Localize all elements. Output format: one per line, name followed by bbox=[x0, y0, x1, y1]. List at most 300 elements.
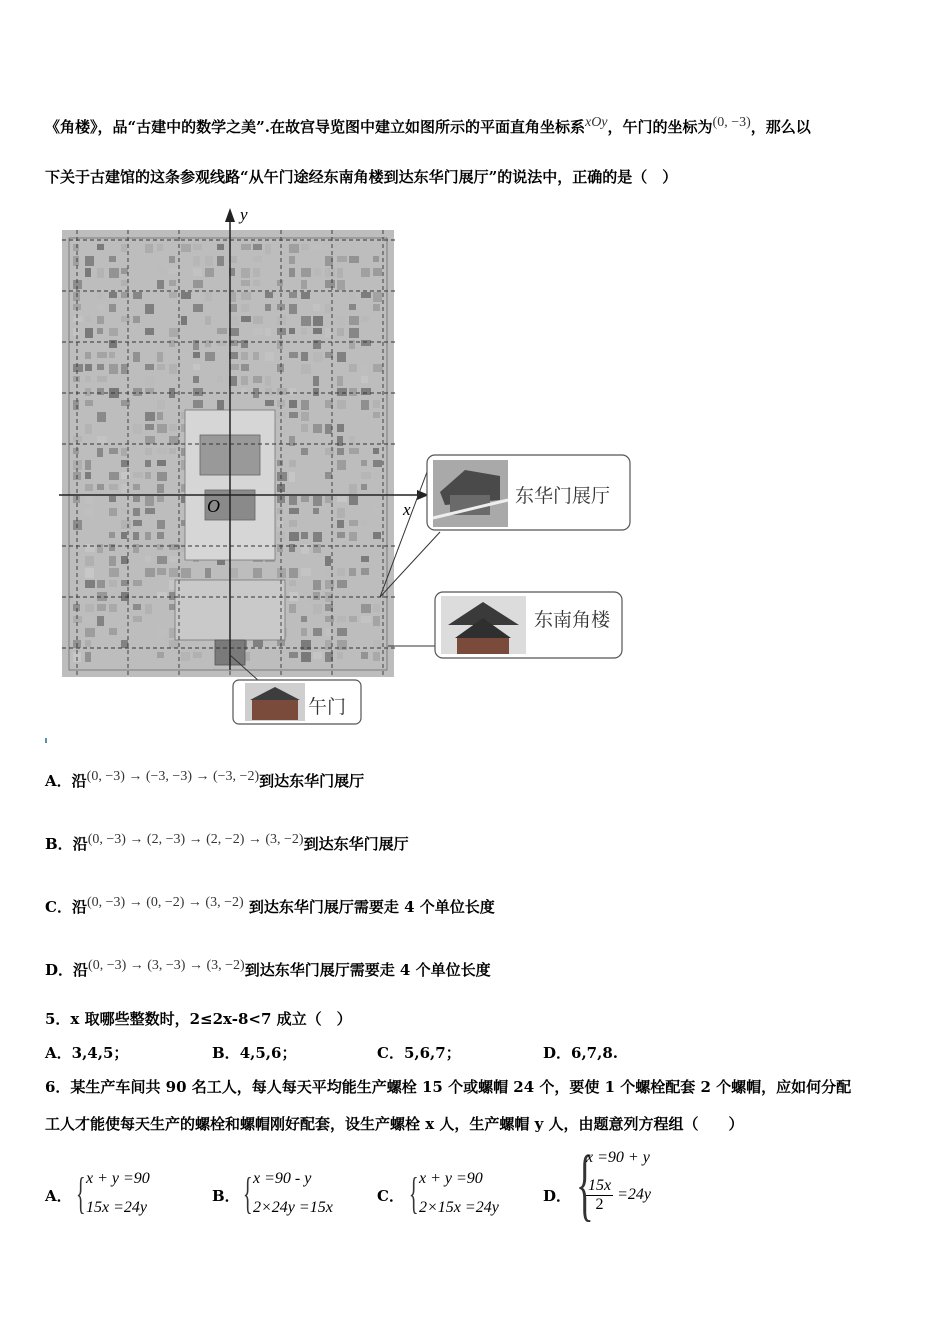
map-building bbox=[373, 448, 379, 454]
map-building bbox=[253, 568, 262, 578]
map-building bbox=[313, 268, 321, 276]
callout-donghuamen bbox=[427, 455, 630, 530]
intro-text: 《角楼》，品“古建中的数学之美”.在故宫导览图中建立如图所示的平面直角坐标系 bbox=[45, 118, 585, 136]
map-building bbox=[109, 556, 116, 566]
map-building bbox=[301, 268, 311, 277]
map-building bbox=[337, 520, 344, 528]
map-building bbox=[109, 328, 118, 336]
map-building bbox=[157, 268, 165, 275]
q4-option-c-path: (0, −3) → (0, −2) → (3, −2) bbox=[86, 895, 244, 910]
map-building bbox=[241, 316, 251, 322]
map-building bbox=[313, 328, 322, 334]
map-building bbox=[265, 400, 274, 406]
map-building bbox=[205, 568, 211, 578]
map-building bbox=[253, 280, 260, 286]
map-building bbox=[145, 568, 155, 577]
map-building bbox=[205, 352, 215, 361]
map-building bbox=[109, 448, 118, 454]
callout-dongnan-jiaolou bbox=[435, 592, 622, 658]
map-building bbox=[169, 460, 177, 470]
map-building bbox=[121, 472, 130, 479]
map-building bbox=[325, 640, 332, 650]
map-building bbox=[301, 244, 309, 250]
map-building bbox=[349, 304, 356, 310]
map-building bbox=[301, 604, 309, 610]
map-building bbox=[325, 616, 334, 622]
map-building bbox=[97, 376, 107, 382]
map-building bbox=[277, 460, 283, 466]
map-building bbox=[109, 496, 116, 502]
map-building bbox=[97, 292, 103, 299]
map-building bbox=[217, 328, 227, 334]
map-building bbox=[301, 280, 307, 289]
map-building bbox=[337, 268, 343, 278]
map-building bbox=[157, 556, 167, 564]
map-building bbox=[97, 484, 104, 490]
map-building bbox=[133, 616, 142, 622]
map-building bbox=[145, 448, 152, 455]
map-building bbox=[109, 256, 116, 262]
map-building bbox=[373, 364, 383, 372]
map-building bbox=[373, 472, 383, 479]
map-building bbox=[169, 568, 178, 577]
map-building bbox=[289, 532, 299, 541]
map-building bbox=[169, 448, 176, 454]
wumen-coord: (0, −3) bbox=[712, 115, 751, 130]
map-building bbox=[73, 316, 83, 322]
map-building bbox=[253, 244, 262, 250]
map-building bbox=[97, 652, 105, 658]
map-building bbox=[121, 640, 128, 648]
map-building bbox=[361, 340, 371, 346]
map-building bbox=[157, 460, 166, 466]
map-building bbox=[85, 460, 91, 470]
map-building bbox=[361, 472, 371, 479]
q5-option-a: A．3,4,5； bbox=[45, 1044, 129, 1062]
q6-option-a-letter: A． bbox=[45, 1187, 72, 1205]
map-building bbox=[145, 376, 155, 386]
map-building bbox=[337, 640, 347, 650]
map-building bbox=[85, 616, 94, 622]
map-building bbox=[121, 244, 127, 252]
map-building bbox=[289, 544, 295, 552]
map-building bbox=[253, 640, 263, 647]
map-building bbox=[133, 388, 142, 396]
map-building bbox=[73, 292, 80, 301]
map-building bbox=[301, 568, 311, 576]
map-building bbox=[169, 364, 177, 374]
map-building bbox=[73, 364, 83, 372]
map-building bbox=[121, 280, 128, 286]
q4-option-d-path: (0, −3) → (3, −3) → (3, −2) bbox=[88, 958, 245, 973]
map-building bbox=[373, 460, 382, 467]
map-building bbox=[97, 352, 107, 358]
jiaolou-label: 东南角楼 bbox=[534, 609, 611, 631]
map-building bbox=[145, 412, 155, 421]
map-building bbox=[133, 508, 140, 516]
map-building bbox=[289, 496, 297, 505]
map-building bbox=[313, 532, 322, 542]
map-building bbox=[193, 364, 200, 370]
map-building bbox=[349, 436, 355, 446]
x-axis-label: x bbox=[403, 500, 411, 519]
map-building bbox=[145, 604, 152, 614]
map-building bbox=[253, 256, 262, 262]
wumen-photo bbox=[245, 683, 305, 721]
map-building bbox=[373, 268, 382, 276]
map-building bbox=[313, 652, 322, 659]
map-building bbox=[169, 592, 175, 600]
q6-option-a-system bbox=[76, 1168, 206, 1224]
map-building bbox=[73, 448, 79, 454]
map-building bbox=[97, 244, 104, 250]
map-building bbox=[193, 340, 199, 350]
map-building bbox=[349, 484, 357, 494]
map-building bbox=[85, 556, 94, 566]
map-building bbox=[313, 580, 321, 590]
map-building bbox=[289, 592, 298, 601]
map-building bbox=[349, 364, 357, 372]
map-building bbox=[241, 292, 251, 300]
map-building bbox=[85, 316, 91, 322]
map-building bbox=[361, 388, 371, 395]
map-building bbox=[109, 508, 117, 516]
map-building bbox=[85, 256, 94, 266]
q5-stem: 5．x 取哪些整数时，2≤2x-8<7 成立（ ） bbox=[45, 1010, 352, 1028]
map-building bbox=[373, 304, 380, 311]
q6-option-b-letter: B． bbox=[212, 1187, 240, 1205]
map-building bbox=[313, 352, 323, 362]
map-building bbox=[193, 400, 203, 408]
map-building bbox=[133, 532, 139, 540]
map-building bbox=[289, 472, 295, 482]
map-building bbox=[241, 340, 248, 348]
intro-line-1 bbox=[45, 116, 811, 137]
map-building bbox=[337, 424, 344, 432]
map-building bbox=[85, 544, 95, 552]
map-building bbox=[289, 268, 295, 277]
map-building bbox=[85, 508, 94, 516]
map-building bbox=[121, 556, 128, 564]
map-building bbox=[205, 316, 211, 325]
map-building bbox=[337, 508, 345, 518]
q6-stem-line-1: 6．某生产车间共 90 名工人，每人每天平均能生产螺栓 15 个或螺帽 24 个，要使 1 个螺栓配套 2 个螺帽，应如何分配 bbox=[45, 1078, 852, 1096]
map-building bbox=[361, 292, 371, 298]
map-building bbox=[289, 244, 299, 253]
map-building bbox=[97, 436, 107, 444]
map-building bbox=[301, 412, 309, 421]
map-building bbox=[253, 316, 263, 324]
map-building bbox=[217, 376, 223, 382]
map-building bbox=[265, 244, 271, 254]
map-building bbox=[85, 424, 92, 434]
map-building bbox=[145, 424, 154, 430]
map-building bbox=[277, 520, 283, 527]
map-building bbox=[157, 412, 163, 420]
map-building bbox=[301, 400, 309, 410]
map-building bbox=[85, 364, 92, 371]
map-building bbox=[301, 352, 308, 361]
map-building bbox=[73, 520, 82, 530]
map-building bbox=[157, 532, 164, 539]
map-building bbox=[121, 520, 131, 529]
q5-option-c: C．5,6,7； bbox=[377, 1044, 461, 1062]
map-building bbox=[133, 316, 140, 323]
map-building bbox=[325, 280, 335, 288]
map-building bbox=[277, 412, 286, 418]
map-building bbox=[109, 304, 116, 312]
map-building bbox=[325, 556, 331, 566]
map-building bbox=[313, 376, 319, 386]
map-building bbox=[133, 292, 142, 299]
map-building bbox=[133, 520, 142, 526]
map-building bbox=[313, 304, 320, 311]
map-building bbox=[109, 604, 117, 612]
map-building bbox=[73, 328, 79, 336]
q6-option-c-letter: C． bbox=[377, 1187, 404, 1205]
q5-option-d: D．6,7,8. bbox=[543, 1044, 618, 1062]
map-building bbox=[313, 316, 323, 326]
map-building bbox=[121, 484, 128, 493]
map-building bbox=[169, 280, 176, 286]
map-building bbox=[205, 340, 211, 347]
map-building bbox=[301, 364, 311, 374]
map-building bbox=[313, 604, 322, 614]
map-building bbox=[181, 292, 191, 299]
map-building bbox=[133, 604, 141, 610]
map-building bbox=[337, 460, 346, 470]
map-building bbox=[373, 292, 382, 302]
map-building bbox=[73, 400, 79, 410]
q6-b-eq2: 2×24y =15x bbox=[253, 1199, 333, 1216]
map-building bbox=[85, 400, 93, 406]
intro-mid: ，午门的坐标为 bbox=[607, 118, 713, 136]
brace-icon: { bbox=[576, 1138, 594, 1229]
map-building bbox=[73, 460, 82, 470]
q6-b-eq1: x =90 - y bbox=[253, 1170, 312, 1187]
map-building bbox=[85, 640, 91, 647]
map-building bbox=[169, 556, 178, 562]
map-building bbox=[157, 484, 164, 493]
map-building bbox=[337, 628, 347, 636]
map-building bbox=[97, 448, 103, 457]
map-building bbox=[277, 364, 284, 372]
map-building bbox=[349, 316, 359, 325]
map-building bbox=[157, 496, 164, 502]
map-building bbox=[193, 352, 200, 358]
map-building bbox=[373, 400, 380, 408]
map-building bbox=[73, 244, 79, 251]
intro-end: ，那么以 bbox=[750, 118, 811, 136]
map-building bbox=[193, 280, 203, 288]
map-building bbox=[337, 376, 343, 386]
map-building bbox=[241, 376, 248, 385]
map-building bbox=[313, 496, 322, 506]
map-building bbox=[337, 532, 345, 538]
map-building bbox=[289, 652, 298, 658]
map-building bbox=[157, 544, 163, 550]
map-building bbox=[337, 436, 343, 446]
donghuamen-label: 东华门展厅 bbox=[515, 485, 611, 507]
map-building bbox=[349, 532, 357, 541]
map-building bbox=[265, 388, 272, 395]
map-building bbox=[157, 472, 167, 481]
map-building bbox=[301, 616, 307, 622]
map-building bbox=[109, 580, 117, 587]
map-building bbox=[289, 604, 296, 613]
map-building bbox=[277, 280, 283, 286]
map-building bbox=[145, 532, 151, 540]
map-building bbox=[289, 520, 297, 527]
map-building bbox=[145, 496, 154, 506]
map-building bbox=[193, 268, 202, 276]
map-building bbox=[325, 424, 332, 434]
map-building bbox=[133, 580, 142, 586]
map-building bbox=[301, 316, 311, 326]
map-building bbox=[337, 328, 344, 336]
map-building bbox=[289, 412, 298, 418]
map-building bbox=[313, 592, 320, 600]
map-building bbox=[157, 424, 167, 433]
map-building bbox=[73, 256, 79, 266]
map-building bbox=[349, 292, 356, 299]
q6-c-eq1: x + y =90 bbox=[419, 1170, 483, 1187]
map-building bbox=[73, 616, 82, 623]
map-building bbox=[97, 604, 106, 611]
map-building bbox=[325, 304, 331, 313]
map-building bbox=[361, 364, 367, 374]
map-building bbox=[169, 256, 175, 263]
map-building bbox=[325, 472, 332, 479]
map-building bbox=[337, 448, 344, 455]
map-building bbox=[181, 316, 187, 325]
brace-icon: { bbox=[76, 1169, 86, 1218]
map-building bbox=[217, 340, 226, 346]
map-building bbox=[241, 268, 250, 278]
map-building bbox=[313, 628, 322, 636]
q5-option-b: B．4,5,6； bbox=[212, 1044, 297, 1062]
map-building bbox=[289, 352, 298, 358]
map-building bbox=[85, 472, 91, 479]
map-building bbox=[157, 652, 164, 658]
map-building bbox=[349, 340, 355, 349]
map-building bbox=[157, 448, 167, 454]
map-building bbox=[349, 496, 358, 505]
map-building bbox=[325, 328, 332, 338]
map-building bbox=[73, 376, 80, 382]
map-building bbox=[109, 268, 119, 278]
map-building bbox=[145, 364, 154, 370]
q6-d-eq1: x =90 + y bbox=[586, 1149, 650, 1166]
map-building bbox=[325, 448, 334, 455]
map-building bbox=[109, 628, 117, 635]
map-building bbox=[325, 268, 335, 277]
map-building bbox=[97, 268, 104, 278]
map-building bbox=[181, 352, 190, 359]
map-building bbox=[145, 472, 151, 479]
map-building bbox=[121, 316, 130, 322]
q6-option-b-system bbox=[243, 1168, 373, 1224]
q6-a-eq2: 15x =24y bbox=[86, 1199, 147, 1216]
map-building bbox=[109, 484, 118, 490]
map-building bbox=[133, 472, 143, 478]
map-building bbox=[157, 400, 165, 409]
map-building bbox=[85, 484, 93, 491]
map-building bbox=[289, 256, 295, 264]
map-building bbox=[265, 376, 271, 386]
map-building bbox=[349, 448, 359, 454]
map-building bbox=[277, 508, 283, 514]
map-building bbox=[193, 244, 202, 250]
map-building bbox=[193, 652, 202, 658]
map-building bbox=[373, 640, 382, 648]
map-building bbox=[169, 340, 175, 347]
origin-label: O bbox=[207, 496, 220, 516]
map-building bbox=[109, 472, 119, 480]
map-building bbox=[205, 292, 212, 301]
map-building bbox=[361, 604, 371, 613]
q6-c-eq2: 2×15x =24y bbox=[419, 1199, 499, 1216]
stray-mark bbox=[45, 738, 47, 743]
map-building bbox=[121, 268, 128, 274]
map-building bbox=[277, 568, 286, 578]
map-building bbox=[349, 556, 357, 563]
map-building bbox=[313, 544, 321, 553]
map-building bbox=[181, 568, 191, 578]
map-building bbox=[241, 364, 249, 371]
map-building bbox=[109, 544, 115, 551]
map-building bbox=[301, 496, 309, 502]
map-building bbox=[109, 292, 117, 298]
map-building bbox=[133, 544, 139, 553]
map-building bbox=[217, 400, 224, 410]
wumen-label: 午门 bbox=[308, 696, 347, 718]
map-building bbox=[157, 364, 165, 370]
map-building bbox=[121, 628, 130, 637]
map-building bbox=[109, 352, 115, 358]
map-building bbox=[325, 628, 331, 636]
map-building bbox=[373, 508, 381, 515]
map-building bbox=[73, 496, 80, 503]
map-building bbox=[85, 568, 94, 578]
map-building bbox=[145, 244, 153, 253]
map-building bbox=[85, 352, 91, 359]
map-building bbox=[265, 328, 271, 336]
map-building bbox=[373, 604, 380, 612]
map-building bbox=[349, 568, 356, 576]
map-building bbox=[217, 256, 224, 266]
map-building bbox=[253, 328, 263, 335]
callout-wumen bbox=[233, 680, 361, 724]
map-building bbox=[193, 388, 203, 396]
map-building bbox=[349, 256, 359, 263]
map-building bbox=[337, 568, 345, 576]
map-building bbox=[313, 508, 319, 514]
map-building bbox=[289, 304, 297, 314]
map-building bbox=[193, 292, 200, 300]
q6-a-eq1: x + y =90 bbox=[86, 1170, 150, 1187]
map-building bbox=[301, 424, 308, 432]
map-building bbox=[121, 508, 127, 514]
map-building bbox=[289, 388, 296, 395]
map-building bbox=[241, 304, 249, 312]
map-building bbox=[85, 268, 91, 277]
map-building bbox=[301, 292, 310, 299]
map-building bbox=[349, 328, 359, 338]
intro-line-2: 下关于古建馆的这条参观线路“从午门途经东南角楼到达东华门展厅”的说法中，正确的是（ ） bbox=[45, 168, 678, 186]
map-building bbox=[85, 628, 95, 637]
map-building bbox=[337, 388, 347, 396]
